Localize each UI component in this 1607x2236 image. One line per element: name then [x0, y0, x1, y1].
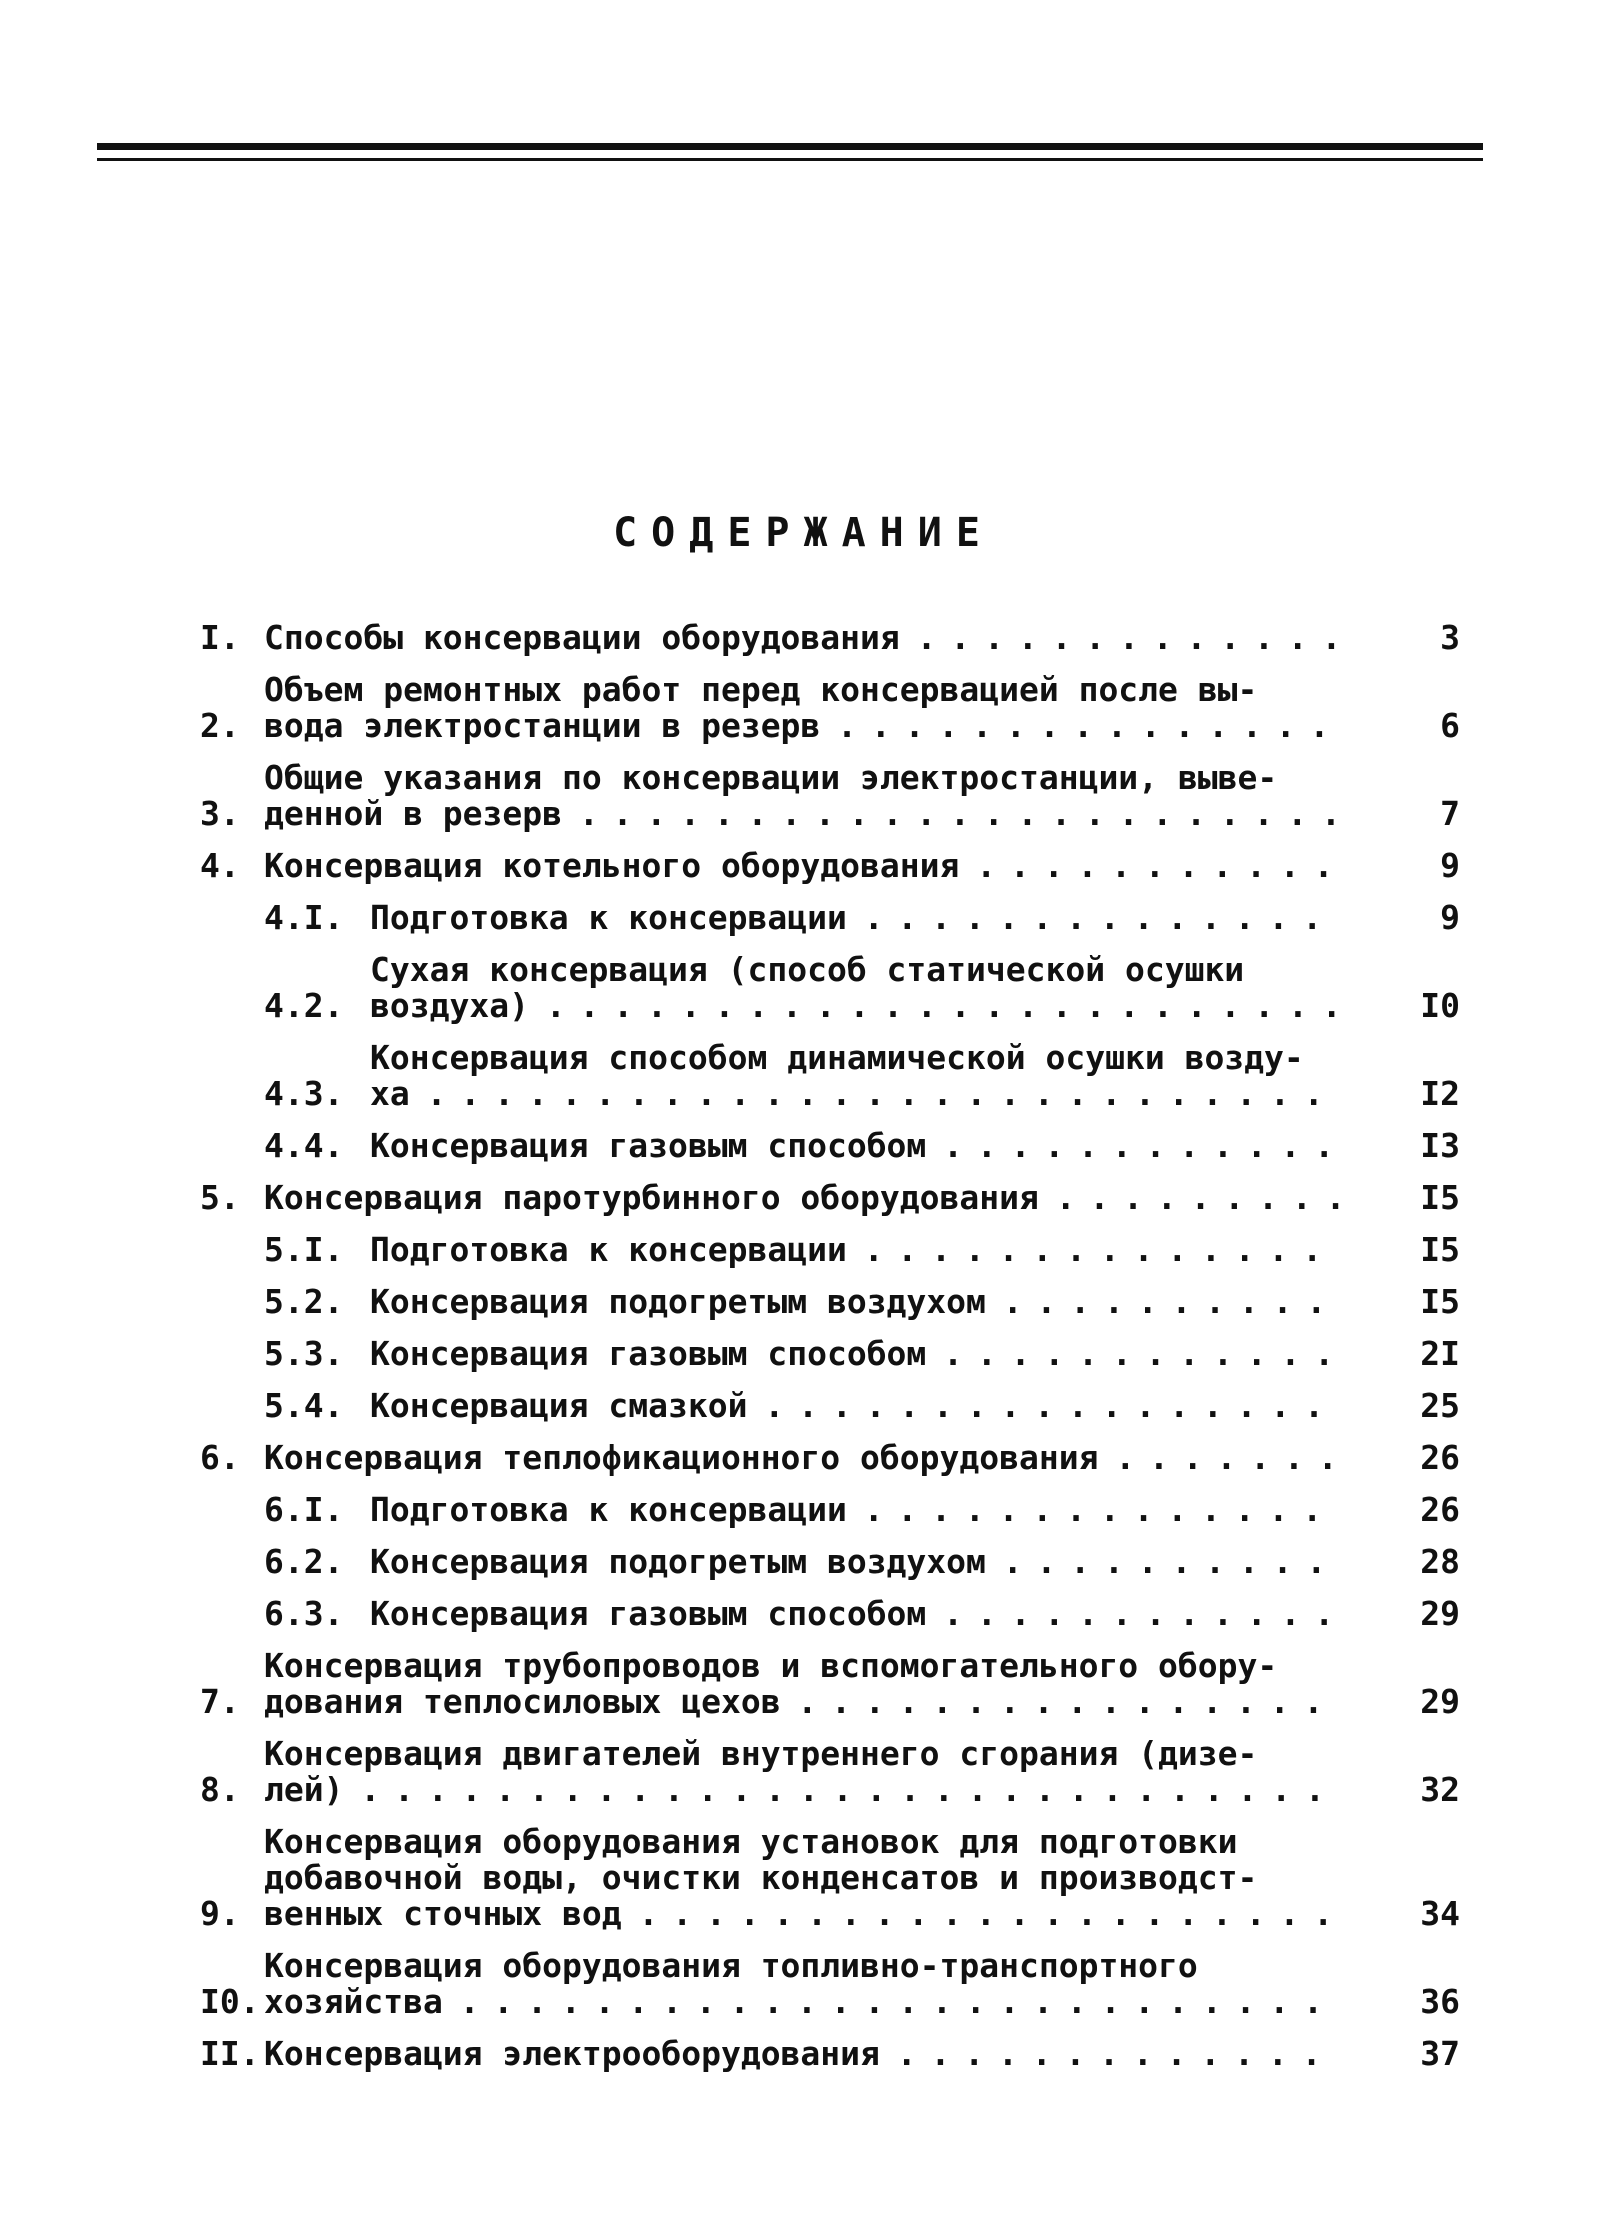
toc-entry	[200, 620, 1460, 656]
toc-entry-number: 5.I.	[264, 1230, 344, 1269]
toc-entry-title	[264, 1824, 1340, 1932]
toc-entry-title	[370, 952, 1340, 1024]
toc-entry-title-line: Сухая консервация (способ статической осушки	[370, 952, 1245, 989]
toc-entry	[200, 1596, 1460, 1632]
toc-entry-title-line: Консервация смазкой . . .	[370, 1388, 1340, 1424]
toc-entry-page: 26	[1420, 1490, 1460, 1529]
toc-entry-title	[370, 1544, 1340, 1580]
toc-entry-title-line: Консервация подогретым воздухом . . .	[370, 1544, 1340, 1580]
toc-entry-number: 4.3.	[264, 1074, 344, 1113]
toc-entry-page: 9	[1440, 898, 1460, 937]
toc-entry	[200, 1948, 1460, 2020]
toc-entry-title-line: Консервация котельного оборудования . . .	[264, 848, 1340, 884]
toc-entry	[200, 1284, 1460, 1320]
toc-entry-number: 5.2.	[264, 1282, 344, 1321]
toc-entry-number: 2.	[200, 706, 240, 745]
toc-entry-title	[264, 1948, 1340, 2020]
toc-entry	[200, 1128, 1460, 1164]
toc-entry-page: 34	[1420, 1894, 1460, 1933]
toc-entry	[200, 1824, 1460, 1932]
toc-entry-number: 5.4.	[264, 1386, 344, 1425]
toc-entry-title-line: Консервация двигателей внутреннего сгорания (дизе-	[264, 1736, 1258, 1773]
toc-entry-title-line: Консервация паротурбинного оборудования . . .	[264, 1180, 1340, 1216]
toc-entry-page: 9	[1440, 846, 1460, 885]
toc-entry-title	[370, 1040, 1340, 1112]
toc-entry-page: 29	[1420, 1594, 1460, 1633]
toc-entry-title-line: Консервация подогретым воздухом . . .	[370, 1284, 1340, 1320]
header-rule-thin	[97, 158, 1483, 161]
toc-entry-title	[264, 1736, 1340, 1808]
toc-entry-title-line: Подготовка к консервации . . .	[370, 1492, 1340, 1528]
toc-entry	[200, 952, 1460, 1024]
toc-entry	[200, 1492, 1460, 1528]
toc-entry-title-line: Общие указания по консервации электростанции, выве-	[264, 760, 1278, 797]
toc-entry-page: I2	[1420, 1074, 1460, 1113]
toc-entry-page: I5	[1420, 1178, 1460, 1217]
toc-entry-number: 3.	[200, 794, 240, 833]
toc-entry-title	[264, 672, 1340, 744]
toc-entry-title-line: Подготовка к консервации . . .	[370, 900, 1340, 936]
toc-entry-page: 6	[1440, 706, 1460, 745]
toc-entry-number: 8.	[200, 1770, 240, 1809]
toc-entry-title	[264, 2036, 1340, 2072]
toc-entry	[200, 848, 1460, 884]
toc-entry	[200, 1336, 1460, 1372]
toc-entry-title-line: дования теплосиловых цехов . . .	[264, 1684, 1340, 1720]
header-rule-thick	[97, 143, 1483, 150]
toc-entry-number: II.	[200, 2034, 260, 2073]
toc-entry-title	[264, 760, 1340, 832]
toc-entry-title	[264, 620, 1340, 656]
toc-entry-title-line: Объем ремонтных работ перед консервацией после вы-	[264, 672, 1258, 709]
toc-entry-title-line: ха . . .	[370, 1076, 1340, 1112]
toc-entry-page: 26	[1420, 1438, 1460, 1477]
toc-entry-title-line: Подготовка к консервации . . .	[370, 1232, 1340, 1268]
toc-entry-title-line: Консервация газовым способом . . .	[370, 1596, 1340, 1632]
toc-entry-number: 4.4.	[264, 1126, 344, 1165]
toc-entry-page: 37	[1420, 2034, 1460, 2073]
toc-entry	[200, 900, 1460, 936]
toc-entry-page: I5	[1420, 1282, 1460, 1321]
toc-entry	[200, 760, 1460, 832]
toc-entry-number: 6.3.	[264, 1594, 344, 1633]
toc-entry-title	[370, 1336, 1340, 1372]
toc-entry-number: 7.	[200, 1682, 240, 1721]
toc-entry-title-line: венных сточных вод . . .	[264, 1896, 1340, 1932]
toc-entry-page: I5	[1420, 1230, 1460, 1269]
toc-entry-title-line: воздуха) . . .	[370, 988, 1340, 1024]
toc-entry-title-line: Консервация оборудования топливно-транспортного	[264, 1948, 1198, 1985]
toc-entry-page: 36	[1420, 1982, 1460, 2021]
toc-entry-number: 6.2.	[264, 1542, 344, 1581]
toc-entry-title-line: добавочной воды, очистки конденсатов и производст-	[264, 1858, 1258, 1897]
toc-entry	[200, 1736, 1460, 1808]
toc-entry-title	[370, 1284, 1340, 1320]
toc-entry	[200, 1180, 1460, 1216]
toc-entry-number: 9.	[200, 1894, 240, 1933]
toc-entry-title-line: денной в резерв . . .	[264, 796, 1340, 832]
toc-entry-title	[370, 1596, 1340, 1632]
toc-entry-page: I0	[1420, 986, 1460, 1025]
toc-entry-page: 7	[1440, 794, 1460, 833]
toc-entry	[200, 1440, 1460, 1476]
toc-entry-number: I0.	[200, 1982, 260, 2021]
toc-entry-title-line: Консервация трубопроводов и вспомогательного обору-	[264, 1648, 1278, 1685]
toc-entry-number: 6.	[200, 1438, 240, 1477]
toc-entry-title-line: Способы консервации оборудования . . .	[264, 620, 1340, 656]
toc-entry-number: 4.	[200, 846, 240, 885]
toc-entry-page: 25	[1420, 1386, 1460, 1425]
toc-entry-number: 6.I.	[264, 1490, 344, 1529]
toc-entry-page: 28	[1420, 1542, 1460, 1581]
toc-entry-title-line: Консервация оборудования установок для подготовки	[264, 1824, 1238, 1861]
toc-entry-title-line: Консервация электрооборудования . . .	[264, 2036, 1340, 2072]
toc-entry	[200, 1040, 1460, 1112]
toc-entry-number: 4.I.	[264, 898, 344, 937]
toc-entry	[200, 1648, 1460, 1720]
toc-entry-title	[370, 900, 1340, 936]
toc-entry-page: 32	[1420, 1770, 1460, 1809]
toc-entry-title	[370, 1232, 1340, 1268]
toc-entry-title	[264, 1440, 1340, 1476]
toc-entry	[200, 1544, 1460, 1580]
toc-entry-number: 5.3.	[264, 1334, 344, 1373]
toc-entry-title	[370, 1128, 1340, 1164]
toc-entry	[200, 672, 1460, 744]
toc-entry-page: 3	[1440, 618, 1460, 657]
toc-entry-title-line: Консервация газовым способом . . .	[370, 1336, 1340, 1372]
toc-entry	[200, 1232, 1460, 1268]
toc-entry-title	[264, 848, 1340, 884]
toc-entry-title-line: Консервация теплофикационного оборудования . . .	[264, 1440, 1340, 1476]
toc-entry-title	[264, 1180, 1340, 1216]
toc-entry-number: 5.	[200, 1178, 240, 1217]
toc-entry-title-line: лей) . . .	[264, 1772, 1340, 1808]
toc-entry-page: 2I	[1420, 1334, 1460, 1373]
table-of-contents	[200, 620, 1460, 2072]
toc-entry-title	[370, 1388, 1340, 1424]
toc-entry-title-line: хозяйства . . .	[264, 1984, 1340, 2020]
toc-entry-page: 29	[1420, 1682, 1460, 1721]
toc-entry-page: I3	[1420, 1126, 1460, 1165]
page-title: СОДЕРЖАНИЕ	[613, 510, 994, 556]
toc-entry-title	[264, 1648, 1340, 1720]
toc-entry-title-line: Консервация газовым способом . . .	[370, 1128, 1340, 1164]
toc-entry-title-line: вода электростанции в резерв . . .	[264, 708, 1340, 744]
toc-entry	[200, 1388, 1460, 1424]
toc-entry-title	[370, 1492, 1340, 1528]
toc-entry-number: 4.2.	[264, 986, 344, 1025]
toc-entry-title-line: Консервация способом динамической осушки возду-	[370, 1040, 1304, 1077]
toc-entry	[200, 2036, 1460, 2072]
toc-entry-number: I.	[200, 618, 240, 657]
